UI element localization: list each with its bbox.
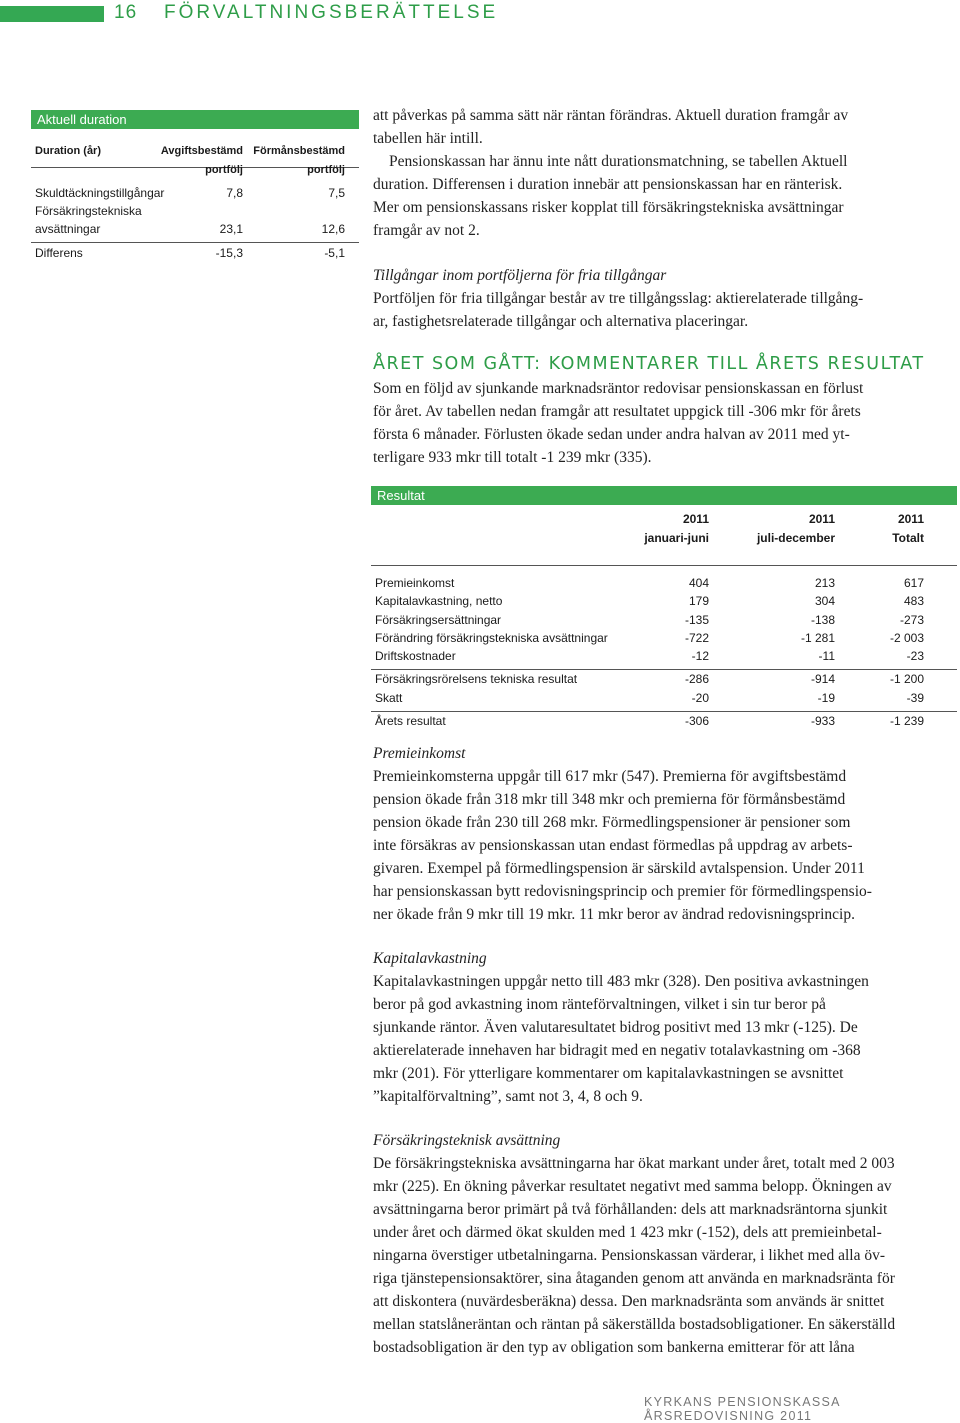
table-row: Kapitalavkastning, netto 179 304 483 [375,594,924,609]
table-row: Försäkringsersättningar -135 -138 -273 [375,612,924,627]
table-row: Förändring försäkringstekniska avsättningar -722 -1 281 -2 003 [375,630,924,645]
section-title: FÖRVALTNINGSBERÄTTELSE [164,2,499,23]
duration-table-title: Aktuell duration [31,110,359,129]
duration-col-label: Duration (år) [35,145,101,157]
page-footer: KYRKANS PENSIONSKASSA ÅRSREDOVISNING 2011 [644,1395,841,1423]
result-total-row: Årets resultat -306 -933 -1 239 [375,714,924,729]
header-accent-bar [0,6,104,22]
kapital-heading: Kapitalavkastning [373,950,487,967]
fria-section: Tillgångar inom portföljerna för fria tillgångar Portföljen för fria tillgångar består av tre tillgångsslag: aktierelaterade tillgång- ar, fastighetsrelaterade tillgångar och alternativa placeringar. [373,264,960,333]
table-row: Försäkringstekniska [35,204,142,218]
aret-heading: ÅRET SOM GÅTT: KOMMENTARER TILL ÅRETS RESULTAT [373,354,925,374]
result-table [371,486,957,730]
fors-section: Försäkringsteknisk avsättning De försäkringstekniska avsättningarna har ökat markant under året, totalt med 2 003 mkr (225). En ökning påverkar resultatet negativt med samma belopp. Ökningen av avsättningarna beror primärt på två förhållanden: dels att marknadsräntorna sjunkit under året och därmed ökat skulden med 1 423 mkr (-152), dels att premieinbetal- ningarna överstiger utbetalningarna. Pensionskassan värderar, i likhet med alla öv- riga tjänstepensionsaktörer, sina åtaganden genom att använda en marknadsränta för att diskontera (nuvärdesberäkna) dessa. Den marknadsränta som används är snittet mellan statslåneräntan och räntan på säkerställda bostadsobligationer. En säkerställd bostadsobligation är den typ av obligation som bankerna emitterar för att låna [373,1129,960,1359]
table-row: Skatt -20 -19 -39 [375,690,924,705]
page-number: 16 [114,2,138,23]
aret-paragraph: Som en följd av sjunkande marknadsräntor redovisar pensionskassan en förlust för året. Av tabellen nedan framgår att resultatet uppgick till -306 mkr för årets första 6 månader. Förlusten ökade sedan under andra halvan av 2011 med yt- terligare 933 mkr till totalt -1 239 mkr (335). [373,380,864,466]
table-row: avsättningar 23,1 12,6 [35,222,345,236]
duration-col2-line1: Förmånsbestämd [253,145,345,157]
duration-diff-row: Differens -15,3 -5,1 [31,242,359,263]
fria-heading: Tillgångar inom portföljerna för fria tillgångar [373,267,667,284]
fors-heading: Försäkringsteknisk avsättning [373,1132,561,1149]
table-row: Driftskostnader -12 -11 -23 [375,649,924,664]
table-row: Skuldtäckningstillgångar 7,8 7,5 [35,186,345,200]
result-table-title: Resultat [371,486,957,505]
result-table-header: 2011 januari-juni 2011 juli-december 2011 Totalt [371,505,957,566]
premie-heading: Premieinkomst [373,745,466,762]
duration-table [31,110,359,263]
duration-col1-line2: portfölj [205,164,243,176]
intro-paragraph: att påverkas på samma sätt när räntan förändras. Aktuell duration framgår av tabellen här intill. Pensionskassan har ännu inte nått durationsmatchning, se tabellen Aktuell duration. Differensen i duration innebär att pensionskassan har en ränterisk. Mer om pensionskassans risker kopplat till försäkringstekniska avsättningar framgår av not 2. [373,107,849,239]
duration-table-header [31,129,359,176]
duration-col2-line2: portfölj [307,164,345,176]
premie-section: Premieinkomst Premieinkomsterna uppgår till 617 mkr (547). Premierna för avgiftsbestämd pension ökade från 318 mkr till 348 mkr och premierna för förmånsbestämd pension ökade från 230 till 268 mkr. Förmedlingspensioner är pensioner som inte försäkras av pensionskassan utan endast förmedlas på uppdrag av arbets- givaren. Exempel på förmedlingspension är särskild avtalspension. Under 2011 har pensionskassan bytt redovisningsprincip och premier för förmedlingspensio- ner ökade från 9 mkr till 19 mkr. 11 mkr beror av ändrad redovisningsprincip. [373,742,960,926]
table-row: Försäkringsrörelsens tekniska resultat -286 -914 -1 200 [375,672,924,687]
kapital-section: Kapitalavkastning Kapitalavkastningen uppgår netto till 483 mkr (328). Den positiva avkastningen beror på god avkastning inom ränteförvaltningen, vilket i sin tur beror på sjunkande räntor. Även valutaresultatet bidrog positivt med 13 mkr (-125). De aktierelaterade innehaven har bidragit med en negativ totalavkastning om -368 mkr (201). För ytterligare kommentarer om kapitalavkastningen se avsnittet ”kapitalförvaltning”, samt not 3, 4, 8 och 9. [373,947,960,1108]
table-row: Premieinkomst 404 213 617 [375,576,924,590]
duration-col1-line1: Avgiftsbestämd [160,145,243,157]
